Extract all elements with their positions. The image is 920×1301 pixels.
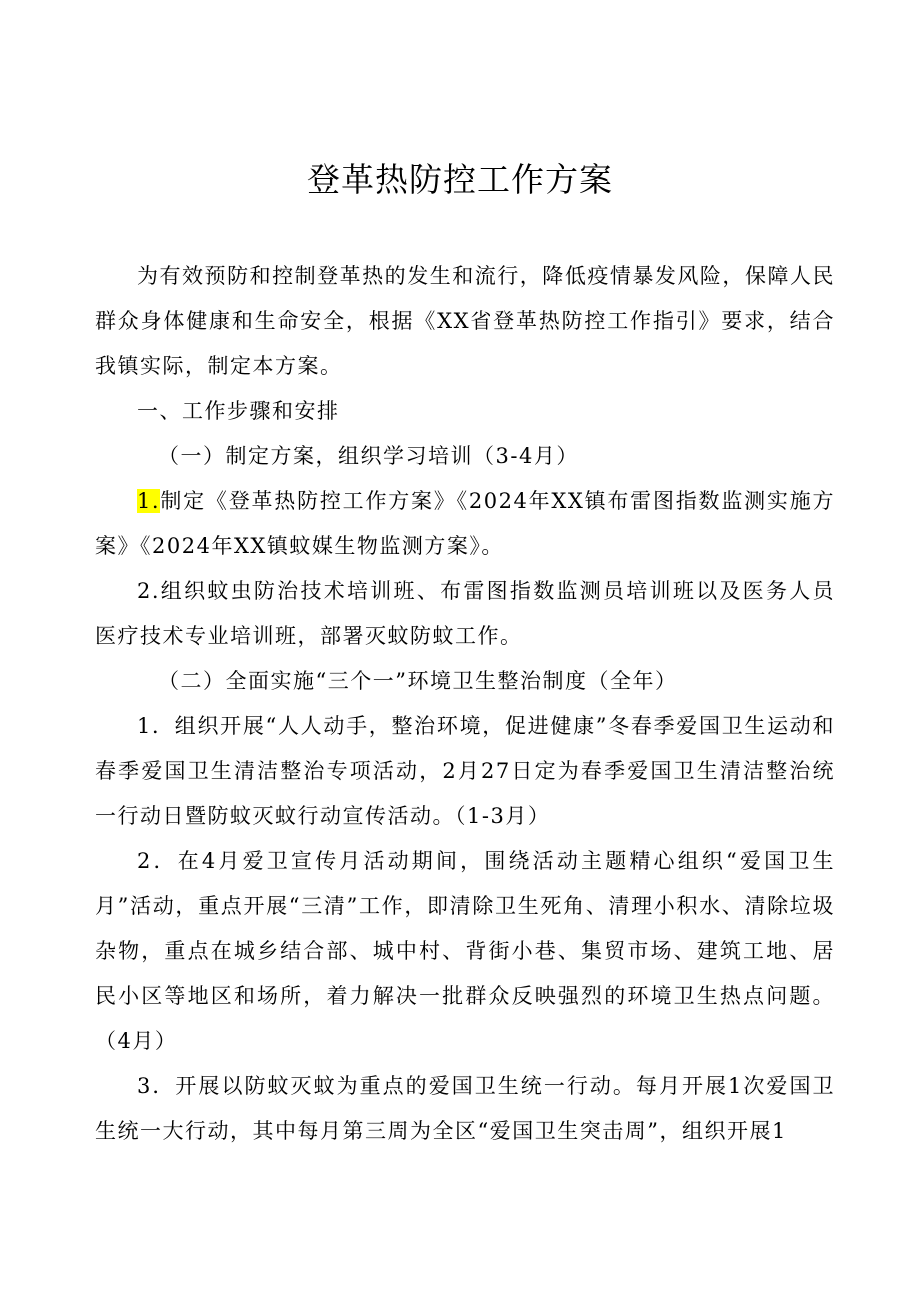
intro-paragraph: 为有效预防和控制登革热的发生和流行，降低疫情暴发风险，保障人民群众身体健康和生命安全，根据《XX省登革热防控工作指引》要求，结合我镇实际，制定本方案。 bbox=[95, 264, 835, 378]
list-item-1-1 bbox=[95, 479, 835, 569]
document-body bbox=[95, 254, 835, 1154]
document-title: 登革热防控工作方案 bbox=[307, 160, 613, 199]
list-item-2-1: 1．组织开展“人人动手，整治环境，促进健康”冬春季爱国卫生运动和春季爱国卫生清洁整治专项活动，2月27日定为春季爱国卫生清洁整治统一行动日暨防蚊灭蚊行动宣传活动。（1-3月） bbox=[95, 714, 835, 828]
section-heading-1: 一、工作步骤和安排 bbox=[137, 399, 340, 423]
subsection-heading-2: （二）全面实施“三个一”环境卫生整治制度（全年） bbox=[158, 669, 678, 693]
list-item-2-2: 2．在4月爱卫宣传月活动期间，围绕活动主题精心组织“爱国卫生月”活动，重点开展“三清”工作，即清除卫生死角、清理小积水、清除垃圾杂物，重点在城乡结合部、城中村、背街小巷、集贸市场、建筑工地、居民小区等地区和场所，着力解决一批群众反映强烈的环境卫生热点问题。（4月） bbox=[95, 849, 835, 1053]
list-item-2-3: 3．开展以防蚊灭蚊为重点的爱国卫生统一行动。每月开展1次爱国卫生统一大行动，其中每月第三周为全区“爱国卫生突击周”，组织开展1 bbox=[95, 1074, 835, 1143]
list-item-1-2: 2.组织蚊虫防治技术培训班、布雷图指数监测员培训班以及医务人员医疗技术专业培训班，部署灭蚊防蚊工作。 bbox=[95, 579, 835, 648]
highlighted-number: 1. bbox=[137, 489, 161, 513]
subsection-heading-1: （一）制定方案，组织学习培训（3-4月） bbox=[158, 444, 579, 468]
list-item-1-1-text: 制定《登革热防控工作方案》《2024年XX镇布雷图指数监测实施方案》《2024年XX镇蚊媒生物监测方案》。 bbox=[95, 489, 835, 558]
